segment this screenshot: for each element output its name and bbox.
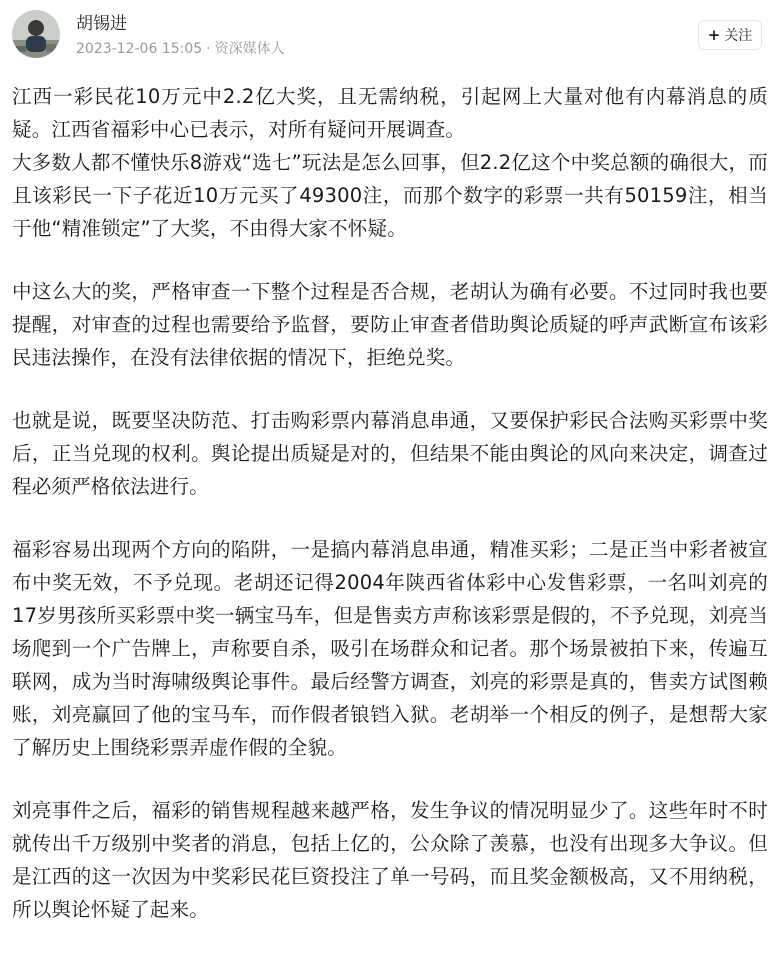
article-paragraph: 刘亮事件之后，福彩的销售规程越来越严格，发生争议的情况明显少了。这些年时不时就传出千万级别中奖者的消息，包括上亿的，公众除了羡慕，也没有出现多大争议。但是江西的这一次因为中奖彩民花巨资投注了单一号码，而且奖金额极高，又不用纳税，所以舆论怀疑了起来。 (12, 799, 768, 921)
article-paragraph: 大多数人都不懂快乐8游戏“选七”玩法是怎么回事，但2.2亿这个中奖总额的确很大，而且该彩民一下子花近10万元买了49300注，而那个数字的彩票一共有50159注，相当于他“精准锁定”了大奖，不由得大家不怀疑。 (12, 151, 768, 240)
plus-icon: + (707, 26, 721, 44)
author-title: 资深媒体人 (214, 41, 285, 57)
post-meta (76, 40, 285, 58)
meta-separator: · (206, 41, 211, 57)
author-name[interactable]: 胡锡进 (76, 14, 127, 34)
person-photo-icon (12, 10, 60, 58)
article-paragraph: 江西一彩民花10万元中2.2亿大奖，且无需纳税，引起网上大量对他有内幕消息的质疑。江西省福彩中心已表示，对所有疑问开展调查。 (12, 85, 768, 141)
article-body (12, 80, 768, 956)
post-date: 2023-12-06 15:05 (76, 41, 203, 57)
article-paragraph: 也就是说，既要坚决防范、打击购彩票内幕消息串通，又要保护彩民合法购买彩票中奖后，正当兑现的权利。舆论提出质疑是对的，但结果不能由舆论的风向来决定，调查过程必须严格依法进行。 (12, 409, 768, 498)
article-paragraph: 中这么大的奖，严格审查一下整个过程是否合规，老胡认为确有必要。不过同时我也要提醒，对审查的过程也需要给予监督，要防止审查者借助舆论质疑的呼声武断宣布该彩民违法操作，在没有法律依据的情况下，拒绝兑奖。 (12, 280, 768, 369)
follow-button[interactable] (698, 20, 762, 50)
article-header (0, 0, 776, 78)
follow-button-label: 关注 (724, 28, 753, 44)
author-avatar[interactable] (12, 10, 60, 58)
article-paragraph: 福彩容易出现两个方向的陷阱，一是搞内幕消息串通，精准买彩；二是正当中彩者被宣布中奖无效，不予兑现。老胡还记得2004年陕西省体彩中心发售彩票，一名叫刘亮的17岁男孩所买彩票中奖一辆宝马车，但是售卖方声称该彩票是假的，不予兑现，刘亮当场爬到一个广告牌上，声称要自杀，吸引在场群众和记者。那个场景被拍下来，传遍互联网，成为当时海啸级舆论事件。最后经警方调查，刘亮的彩票是真的，售卖方试图赖账，刘亮赢回了他的宝马车，而作假者锒铛入狱。老胡举一个相反的例子，是想帮大家了解历史上围绕彩票弄虚作假的全貌。 (12, 538, 768, 759)
